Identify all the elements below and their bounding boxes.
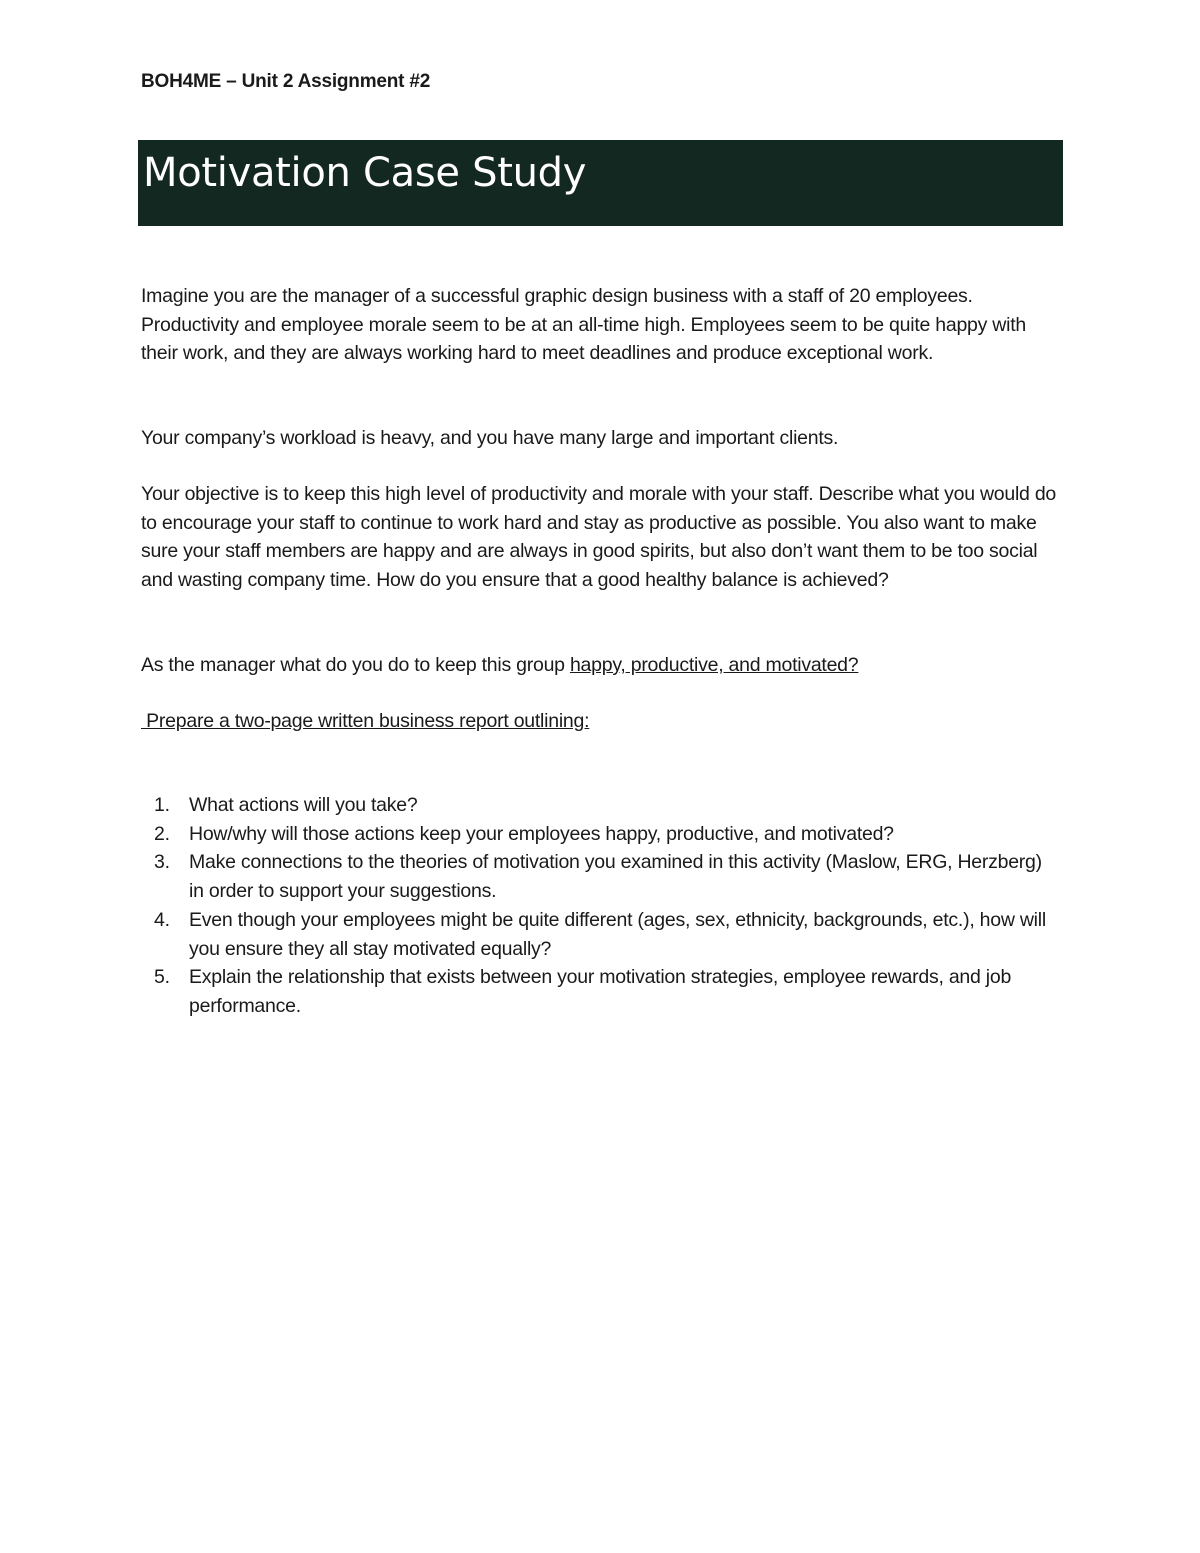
objective-paragraph: Your objective is to keep this high level of productivity and morale with your staff. Describe what you would do to encourage your staff to continue to work hard and stay as productive as possible. You also want to make sure your staff members are happy and are always in good spirits, but also don’t want them to be too social and wasting company time. How do you ensure that a good healthy balance is achieved? <box>141 483 1057 592</box>
list-item <box>141 791 1056 820</box>
manager-question-prefix: As the manager what do you do to keep this group <box>141 654 570 676</box>
list-item-text: Explain the relationship that exists between your motivation strategies, employee rewards, and job performance. <box>189 966 1012 1017</box>
list-item-number: 1. <box>154 794 170 816</box>
list-item-text: Make connections to the theories of motivation you examined in this activity (Maslow, ERG, Herzberg) in order to support your suggestions. <box>189 851 1042 903</box>
requirements-list <box>141 791 1056 1021</box>
list-item-number: 4. <box>154 908 170 931</box>
workload-paragraph: Your company’s workload is heavy, and you have many large and important clients. <box>141 427 839 449</box>
manager-question <box>141 651 1056 680</box>
list-item-text: Even though your employees might be quite different (ages, sex, ethnicity, backgrounds, etc.), how will you ensure they all stay motivated equally? <box>189 908 1046 960</box>
list-item <box>141 906 1056 963</box>
list-item-number: 3. <box>154 851 170 874</box>
report-instructions-heading: Prepare a two-page written business report outlining: <box>141 710 590 732</box>
list-item <box>141 848 1056 905</box>
list-item <box>141 963 1056 1020</box>
document-title: Motivation Case Study <box>143 150 587 196</box>
list-item-number: 2. <box>154 822 170 845</box>
list-item-text: How/why will those actions keep your employees happy, productive, and motivated? <box>189 822 894 845</box>
list-item <box>141 820 1056 849</box>
list-item-text: What actions will you take? <box>189 794 418 816</box>
manager-question-emphasis: happy, productive, and motivated? <box>569 654 859 676</box>
course-assignment-header: BOH4ME – Unit 2 Assignment #2 <box>141 71 431 92</box>
intro-paragraph: Imagine you are the manager of a successful graphic design business with a staff of 20 employees. Productivity and employee morale seem to be at an all-time high. Employees seem to be quite happy with their work, and they are always working hard to meet deadlines and produce exceptional work. <box>141 285 1026 365</box>
list-item-number: 5. <box>154 966 170 989</box>
title-banner <box>138 140 1063 226</box>
